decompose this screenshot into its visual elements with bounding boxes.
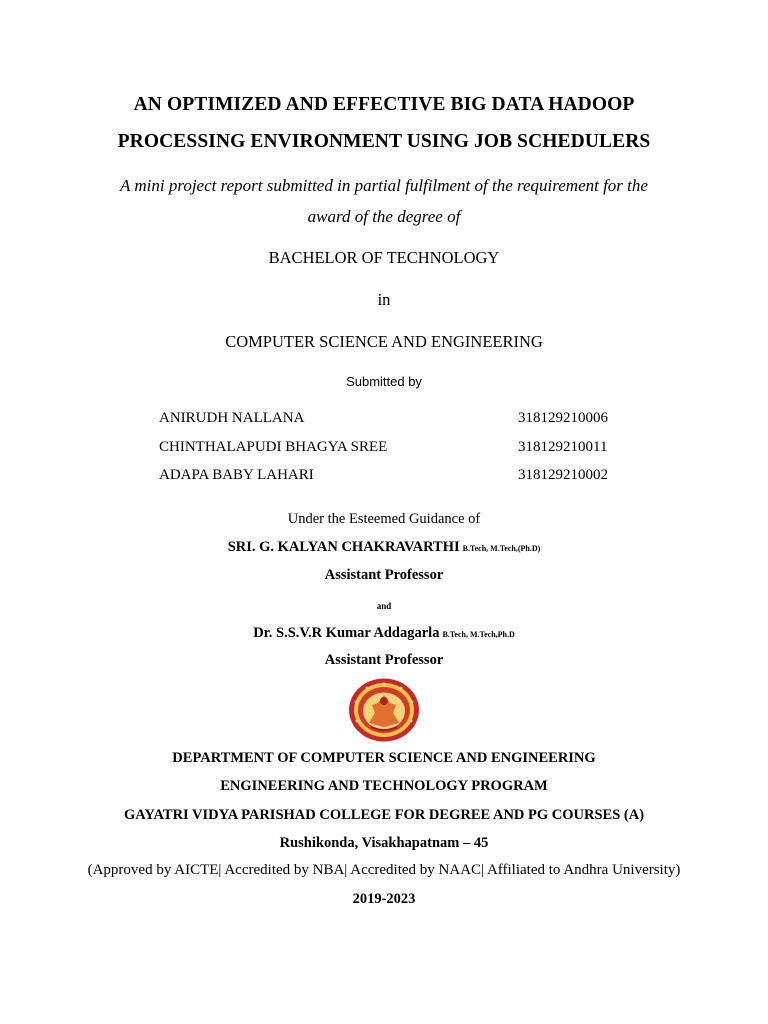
guide-2-name: Dr. S.S.V.R Kumar Addagarla: [253, 625, 440, 641]
guide-2: [0, 624, 768, 642]
emblem-dot: [411, 701, 414, 704]
emblem-figure-head: [380, 697, 388, 705]
guide-1-designation: Assistant Professor: [324, 567, 444, 583]
and-separator: and: [376, 601, 392, 611]
submitted-by-label: Submitted by: [346, 374, 422, 389]
degree-name: BACHELOR OF TECHNOLOGY: [268, 248, 500, 267]
guide-1-qualification: B.Tech, M.Tech,(Ph.D): [462, 544, 541, 553]
guide-2-designation: Assistant Professor: [324, 652, 444, 668]
academic-years: 2019-2023: [352, 891, 416, 907]
student-row: [0, 467, 768, 487]
guide-1: [0, 538, 768, 556]
title-line-1: AN OPTIMIZED AND EFFECTIVE BIG DATA HADOOP: [133, 94, 635, 115]
emblem-dot: [356, 720, 359, 723]
student-roll: 318129210002: [518, 467, 608, 483]
guidance-label: Under the Esteemed Guidance of: [287, 511, 481, 527]
college-location: Rushikonda, Visakhapatnam – 45: [279, 835, 489, 851]
student-name: CHINTHALAPUDI BHAGYA SREE: [159, 439, 388, 455]
college-emblem-icon: [347, 677, 421, 743]
emblem-dot: [382, 682, 385, 685]
subtitle-line-2: award of the degree of: [307, 207, 461, 226]
guide-2-qualification: B.Tech, M.Tech,Ph.D: [442, 630, 515, 639]
student-row: [0, 410, 768, 430]
student-name: ANIRUDH NALLANA: [159, 410, 305, 426]
title-line-2: PROCESSING ENVIRONMENT USING JOB SCHEDULERS: [117, 131, 651, 152]
student-row: [0, 439, 768, 459]
student-name: ADAPA BABY LAHARI: [159, 467, 314, 483]
emblem-dot: [400, 687, 403, 690]
student-roll: 318129210011: [518, 439, 608, 455]
approval-line: (Approved by AICTE| Accredited by NBA| Accredited by NAAC| Affiliated to Andhra University): [87, 862, 681, 878]
department-line-1: DEPARTMENT OF COMPUTER SCIENCE AND ENGINEERING: [172, 750, 596, 766]
degree-in: in: [377, 290, 391, 309]
guide-1-name: SRI. G. KALYAN CHAKRAVARTHI: [227, 539, 460, 555]
subtitle-line-1: A mini project report submitted in partial fulfilment of the requirement for the: [120, 176, 648, 195]
college-name: GAYATRI VIDYA PARISHAD COLLEGE FOR DEGREE AND PG COURSES (A): [123, 807, 645, 823]
emblem-dot: [410, 720, 413, 723]
department-line-2: ENGINEERING AND TECHNOLOGY PROGRAM: [220, 778, 548, 794]
branch-name: COMPUTER SCIENCE AND ENGINEERING: [225, 332, 543, 351]
student-roll: 318129210006: [518, 410, 608, 426]
emblem-dot: [355, 701, 358, 704]
emblem-dot: [366, 687, 369, 690]
